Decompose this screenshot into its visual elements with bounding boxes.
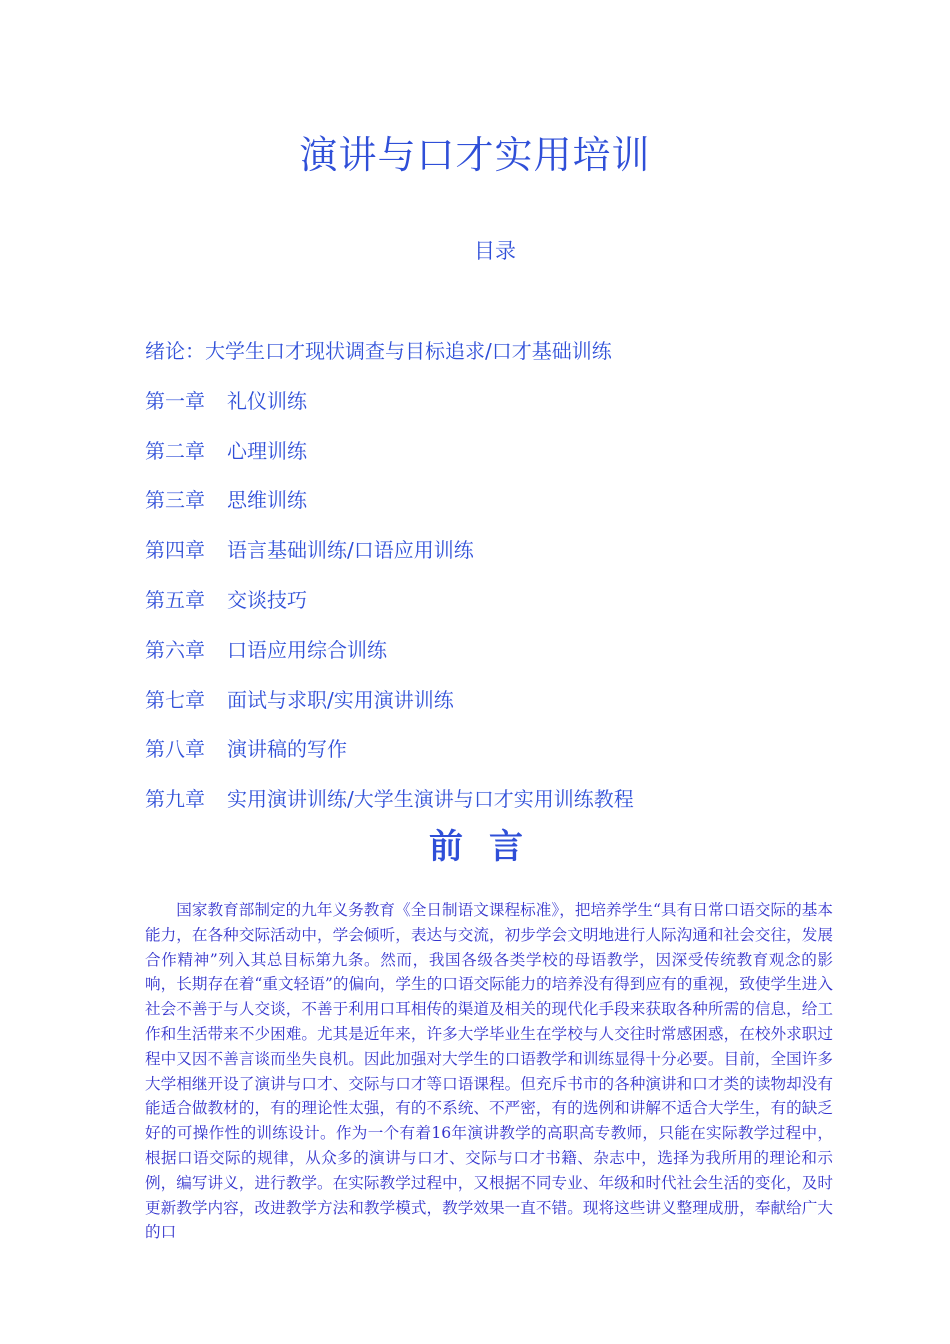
toc-chapter-label: 第二章	[145, 438, 205, 463]
toc-chapter-label: 第四章	[145, 538, 205, 563]
toc-item	[145, 386, 865, 436]
toc-chapter-title: 演讲稿的写作	[227, 737, 347, 762]
toc-chapter-label: 第三章	[145, 488, 205, 513]
toc-chapter-title: 语言基础训练/口语应用训练	[227, 538, 474, 563]
toc-item	[145, 336, 865, 386]
toc-item	[145, 436, 865, 486]
toc-chapter-label: 第八章	[145, 737, 205, 762]
toc-chapter-label: 第九章	[145, 787, 205, 812]
preface-paragraph: 国家教育部制定的九年义务教育《全日制语文课程标准》，把培养学生“具有日常口语交际的基本能力，在各种交际活动中，学会倾听，表达与交流，初步学会文明地进行人际沟通和社会交往，发展合作精神”列入其总目标第九条。然而，我国各级各类学校的母语教学，因深受传统教育观念的影响，长期存在着“重文轻语”的偏向，学生的口语交际能力的培养没有得到应有的重视，致使学生进入社会不善于与人交谈，不善于利用口耳相传的渠道及相关的现代化手段来获取各种所需的信息，给工作和生活带来不少困难。尤其是近年来，许多大学毕业生在学校与人交往时常感困惑，在校外求职过程中又因不善言谈而坐失良机。因此加强对大学生的口语教学和训练显得十分必要。目前，全国许多大学相继开设了演讲与口才、交际与口才等口语课程。但充斥书市的各种演讲和口才类的读物却没有能适合做教材的，有的理论性太强，有的不系统、不严密，有的选例和讲解不适合大学生，有的缺乏好的可操作性的训练设计。作为一个有着16年演讲教学的高职高专教师，只能在实际教学过程中，根据口语交际的规律，从众多的演讲与口才、交际与口才书籍、杂志中，选择为我所用的理论和示例，编写讲义，进行教学。在实际教学过程中，又根据不同专业、年级和时代社会生活的变化，及时更新教学内容，改进教学方法和教学模式，教学效果一直不错。现将这些讲义整理成册，奉献给广大的口	[145, 901, 833, 1242]
table-of-contents	[145, 336, 865, 834]
toc-chapter-title: 面试与求职/实用演讲训练	[227, 687, 454, 712]
toc-chapter-label: 第五章	[145, 587, 205, 612]
toc-chapter-label: 绪论：大学生口才现状调查与目标追求/口才基础训练	[145, 339, 612, 363]
toc-item	[145, 685, 865, 735]
toc-chapter-title: 思维训练	[227, 488, 307, 513]
toc-item	[145, 635, 865, 685]
toc-chapter-label: 第一章	[145, 388, 205, 413]
toc-chapter-label: 第七章	[145, 687, 205, 712]
toc-chapter-title: 实用演讲训练/大学生演讲与口才实用训练教程	[227, 787, 634, 812]
preface-heading: 前言	[429, 827, 549, 867]
document-title: 演讲与口才实用培训	[299, 133, 651, 177]
toc-item	[145, 734, 865, 784]
toc-item	[145, 585, 865, 635]
toc-chapter-title: 心理训练	[227, 438, 307, 463]
toc-chapter-title: 礼仪训练	[227, 388, 307, 413]
toc-item	[145, 535, 865, 585]
toc-heading: 目录	[474, 239, 516, 263]
toc-chapter-title: 口语应用综合训练	[227, 637, 387, 662]
toc-item	[145, 485, 865, 535]
toc-chapter-title: 交谈技巧	[227, 587, 307, 612]
toc-chapter-label: 第六章	[145, 637, 205, 662]
